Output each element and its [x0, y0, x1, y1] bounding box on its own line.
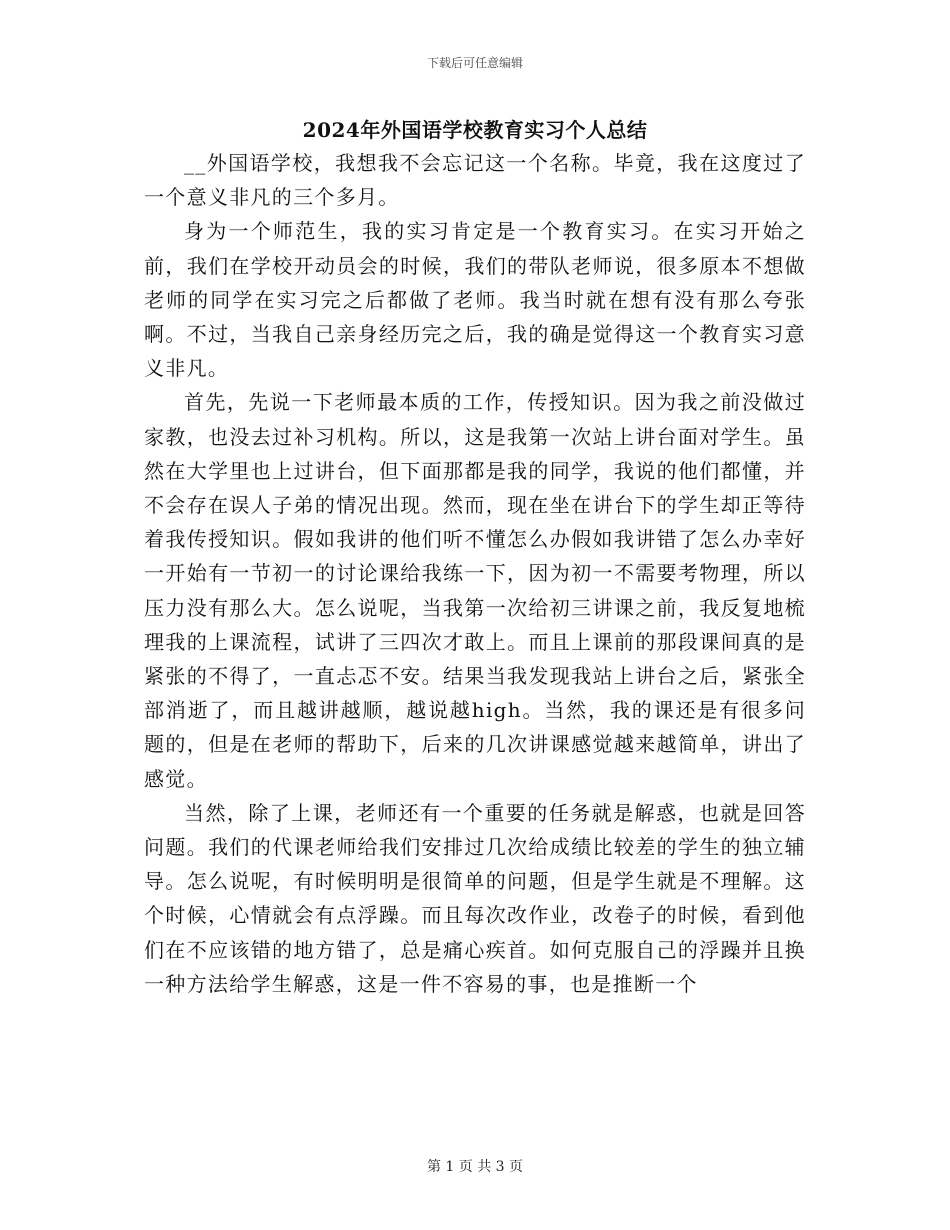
document-body [144, 146, 806, 1001]
paragraph-4: 当然，除了上课，老师还有一个重要的任务就是解惑，也就是回答问题。我们的代课老师给我们安排过几次给成绩比较差的学生的独立辅导。怎么说呢，有时候明明是很简单的问题，但是学生就是不理解。这个时候，心情就会有点浮躁。而且每次改作业，改卷子的时候，看到他们在不应该错的地方错了，总是痛心疾首。如何克服自己的浮躁并且换一种方法给学生解惑，这是一件不容易的事，也是推断一个 [144, 800, 806, 996]
document-title: 2024年外国语学校教育实习个人总结 [302, 118, 648, 142]
paragraph-1: __外国语学校，我想我不会忘记这一个名称。毕竟，我在这度过了一个意义非凡的三个多月。 [144, 151, 806, 210]
page-footer: 第 1 页 共 3 页 [426, 1159, 524, 1175]
header-note: 下载后可任意编辑 [426, 56, 523, 70]
paragraph-3: 首先，先说一下老师最本质的工作，传授知识。因为我之前没做过家教，也没去过补习机构。所以，这是我第一次站上讲台面对学生。虽然在大学里也上过讲台，但下面那都是我的同学，我说的他们都懂，并不会存在误人子弟的情况出现。然而，现在坐在讲台下的学生却正等待着我传授知识。假如我讲的他们听不懂怎么办假如我讲错了怎么办幸好一开始有一节初一的讨论课给我练一下，因为初一不需要考物理，所以压力没有那么大。怎么说呢，当我第一次给初三讲课之前，我反复地梳理我的上课流程，试讲了三四次才敢上。而且上课前的那段课间真的是紧张的不得了，一直忐忑不安。结果当我发现我站上讲台之后，紧张全部消逝了，而且越讲越顺，越说越high。当然，我的课还是有很多问题的，但是在老师的帮助下，后来的几次讲课感觉越来越简单，讲出了感觉。 [144, 390, 806, 791]
paragraph-2: 身为一个师范生，我的实习肯定是一个教育实习。在实习开始之前，我们在学校开动员会的时候，我们的带队老师说，很多原本不想做老师的同学在实习完之后都做了老师。我当时就在想有没有那么夸张啊。不过，当我自己亲身经历完之后，我的确是觉得这一个教育实习意义非凡。 [144, 219, 806, 381]
